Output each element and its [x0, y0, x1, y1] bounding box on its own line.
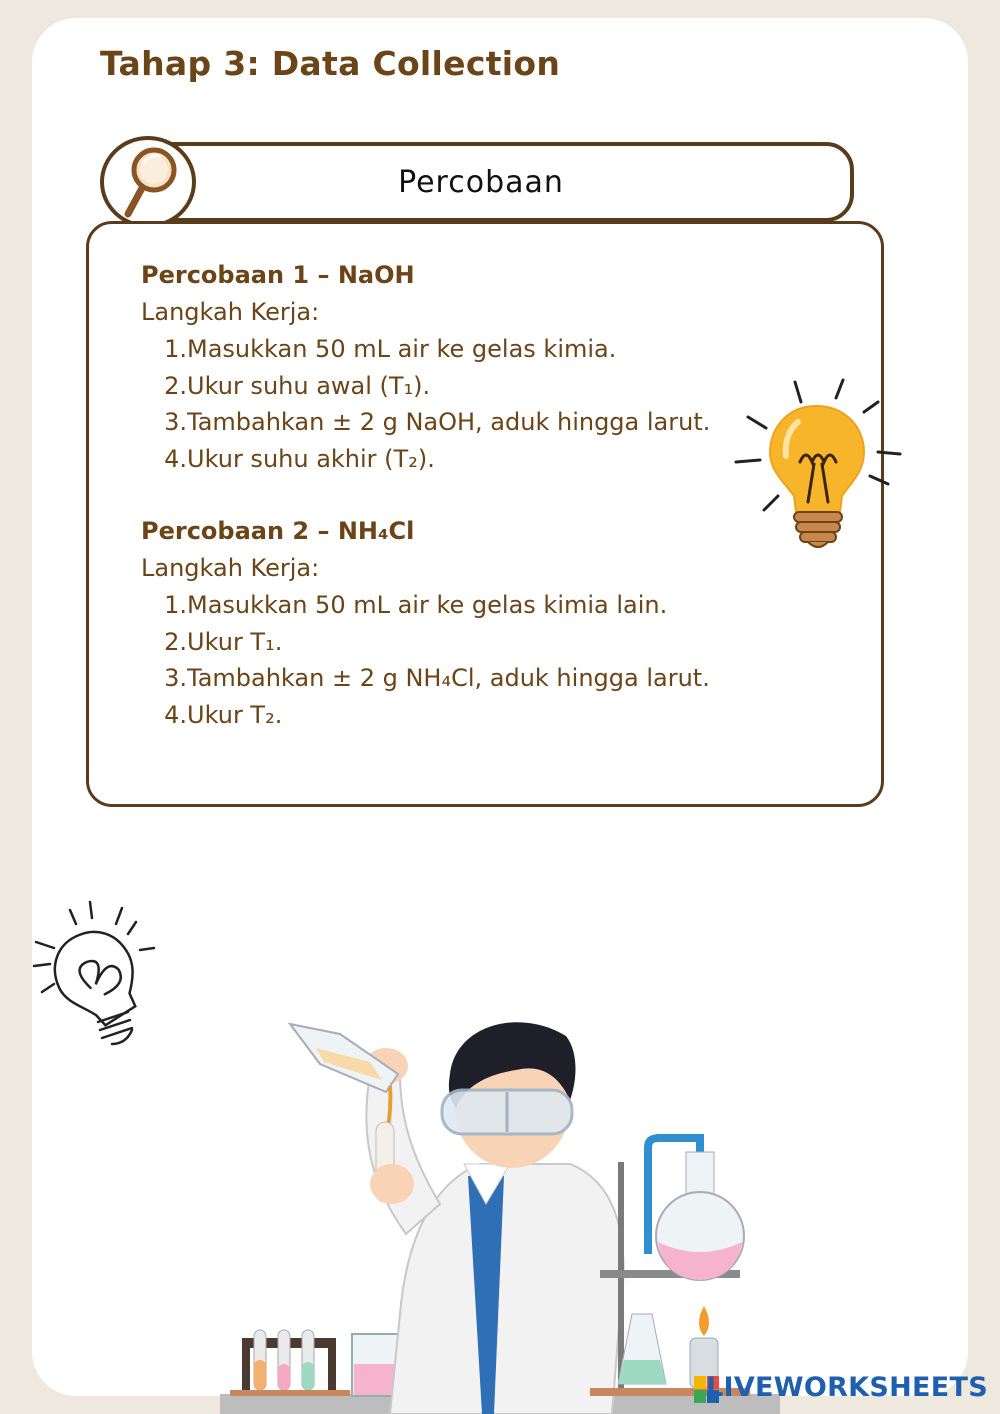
- scientist-illustration: [220, 1014, 780, 1414]
- experiment-title: Percobaan 1 – NaOH: [141, 261, 415, 289]
- test-tube-rack: [230, 1330, 350, 1396]
- step-item: 4.Ukur suhu akhir (T₂).: [164, 444, 435, 473]
- steps-list: [141, 587, 710, 733]
- step-item: 1.Masukkan 50 mL air ke gelas kimia lain.: [164, 591, 668, 619]
- lightbulb-icon: [728, 372, 908, 562]
- steps-label: Langkah Kerja:: [141, 554, 320, 582]
- steps-list: [141, 331, 710, 477]
- section-header: [108, 142, 854, 222]
- step-item: 1.Masukkan 50 mL air ke gelas kimia.: [164, 335, 617, 363]
- experiment-1: [141, 257, 710, 477]
- section-header-label: Percobaan: [398, 164, 564, 200]
- page-title: Tahap 3: Data Collection: [100, 44, 561, 83]
- step-item: 2.Ukur suhu awal (T₁).: [164, 371, 431, 400]
- watermark-text: LIVEWORKSHEETS: [705, 1372, 988, 1403]
- step-item: 3.Tambahkan ± 2 g NaOH, aduk hingga larut.: [164, 408, 711, 436]
- experiment-title: Percobaan 2 – NH₄Cl: [141, 517, 415, 545]
- steps-label: Langkah Kerja:: [141, 298, 320, 326]
- scientist: [290, 1022, 623, 1414]
- step-item: 4.Ukur T₂.: [164, 700, 283, 729]
- lightbulb-outline-icon: [28, 898, 168, 1068]
- step-item: 3.Tambahkan ± 2 g NH₄Cl, aduk hingga larut.: [164, 664, 710, 692]
- magnifier-icon: [104, 140, 192, 224]
- step-item: 2.Ukur T₁.: [164, 627, 283, 656]
- magnifier-badge: [100, 136, 196, 228]
- experiment-2: [141, 513, 710, 733]
